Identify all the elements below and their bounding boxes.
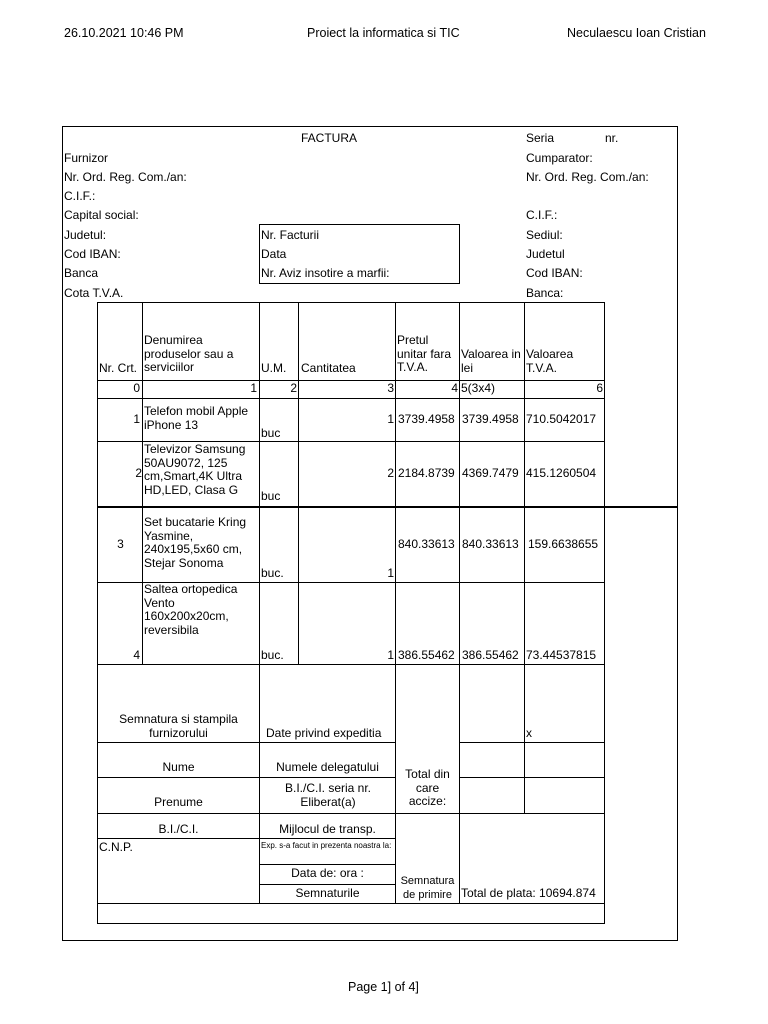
row-price: 3739.4958 [398,413,455,426]
nume-label: Nume [162,761,195,774]
cota-tva-label: Cota T.V.A. [64,286,124,300]
cumparator-label: Cumparator: [526,151,593,165]
header-author: Neculaescu Ioan Cristian [567,26,706,40]
col-header-nr: Nr. Crt. [99,362,137,375]
index-cell: 5(3x4) [461,382,496,395]
cumparator-sediu-label: Sediul: [526,228,563,242]
row-nr: 4 [133,649,140,662]
numele-delegatului-label: Numele delegatului [276,761,379,774]
col-header-vat: Valoarea T.V.A. [526,348,574,375]
row-vat: 159.6638655 [528,538,599,551]
bi-seria-label: B.I./C.I. seria nr. Eliberat(a) [284,782,372,809]
row-vat: 73.44537815 [526,649,597,662]
col-header-price: Pretul unitar fara T.V.A. [397,334,452,374]
cumparator-cif-label: C.I.F.: [526,208,558,222]
semnatura-furnizor-label: Semnatura si stampila furnizorului [119,713,238,740]
data-ora-label: Data de: ora : [291,867,364,880]
invoice-title: FACTURA [301,131,358,145]
invoice-nr: nr. [605,131,619,145]
row-qty: 2 [387,467,394,480]
header-datetime: 26.10.2021 10:46 PM [64,26,184,40]
date-expeditie-label: Date privind expeditia [266,727,382,740]
row-price: 840.33613 [398,538,455,551]
row-value: 4369.7479 [462,467,519,480]
invoice-serie: Seria [526,131,555,145]
furnizor-judet-label: Judetul: [64,228,107,242]
row-price: 386.55462 [398,649,455,662]
furnizor-reg-label: Nr. Ord. Reg. Com./an: [64,170,187,184]
total-plata-label: Total de plata: 10694.874 [461,887,596,900]
header-title: Proiect la informatica si TIC [307,26,460,40]
row-name: Televizor Samsung 50AU9072, 125 cm,Smart,4K Ultra HD,LED, Clasa G [144,443,246,497]
furnizor-cif-label: C.I.F.: [64,189,96,203]
nr-facturii-label: Nr. Facturii [261,228,320,242]
row-um: buc. [261,567,284,580]
furnizor-banca-label: Banca [64,266,99,280]
row-um: buc [261,427,281,440]
index-cell: 1 [250,382,257,395]
prenume-label: Prenume [154,796,203,809]
index-cell: 4 [451,382,458,395]
col-header-qty: Cantitatea [301,362,356,375]
row-qty: 1 [387,567,394,580]
index-cell: 3 [387,382,394,395]
row-name: Set bucatarie Kring Yasmine, 240x195,5x60 cm, Stejar Sonoma [144,516,247,570]
col-header-um: U.M. [261,362,287,375]
cumparator-reg-label: Nr. Ord. Reg. Com./an: [526,170,649,184]
x-mark: x [526,727,532,740]
row-qty: 1 [387,649,394,662]
capital-label: Capital social: [64,208,139,222]
row-value: 386.55462 [462,649,519,662]
index-cell: 2 [290,382,297,395]
cnp-label: C.N.P. [99,841,133,854]
row-name: Saltea ortopedica Vento 160x200x20cm, reversibila [144,583,238,637]
aviz-label: Nr. Aviz insotire a marfii: [261,266,390,280]
cumparator-iban-label: Cod IBAN: [526,266,583,280]
row-vat: 415.1260504 [526,467,597,480]
row-um: buc. [261,649,284,662]
row-qty: 1 [387,413,394,426]
cumparator-judet-label: Judetul [526,247,565,261]
col-header-name: Denumirea produselor sau a serviciilor [144,334,234,374]
semnaturile-label: Semnaturile [295,887,360,900]
row-price: 2184.8739 [398,467,455,480]
semnatura-primire-label: Semnatura de primire [400,875,455,901]
expeditie-prezenta-label: Exp. s-a facut in prezenta noastra la: [261,841,392,850]
page-number: Page 1] of 4] [348,980,419,994]
row-value: 3739.4958 [462,413,519,426]
bi-ci-label: B.I./C.I. [158,823,199,836]
row-value: 840.33613 [462,538,519,551]
cumparator-banca-label: Banca: [526,286,564,300]
data-label: Data [261,247,287,261]
total-accize-label: Total din care accize: [405,768,450,808]
furnizor-iban-label: Cod IBAN: [64,247,121,261]
row-name: Telefon mobil Apple iPhone 13 [144,405,249,432]
row-nr: 3 [117,538,124,551]
row-um: buc [261,490,281,503]
index-cell: 6 [596,382,603,395]
mijlocul-transport-label: Mijlocul de transp. [279,823,376,836]
col-header-value: Valoarea in lei [461,348,521,375]
row-nr: 1 [133,413,140,426]
row-nr: 2 [135,467,142,480]
index-cell: 0 [133,382,140,395]
furnizor-label: Furnizor [64,151,109,165]
row-vat: 710.5042017 [526,413,597,426]
